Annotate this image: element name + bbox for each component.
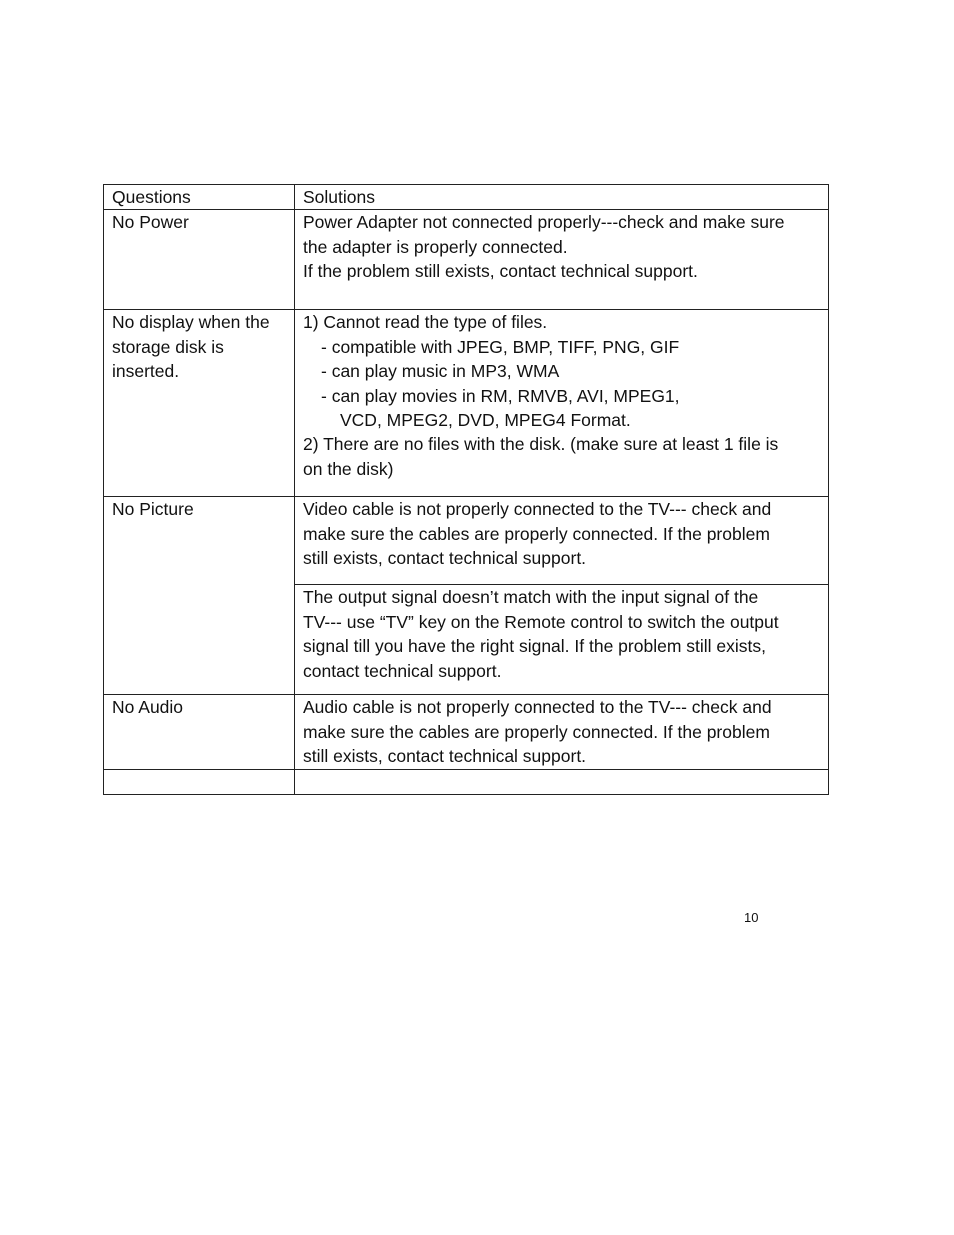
- solution-line: TV--- use “TV” key on the Remote control to switch the output: [303, 611, 779, 632]
- table-row: [104, 210, 829, 310]
- solution-line: If the problem still exists, contact technical support.: [303, 261, 698, 282]
- empty-cell: [104, 769, 295, 794]
- question-text: No display when the: [112, 312, 270, 333]
- table-header-row: [104, 185, 829, 210]
- solution-line: VCD, MPEG2, DVD, MPEG4 Format.: [340, 410, 631, 431]
- table-row: [104, 695, 829, 769]
- solution-cell: [295, 585, 829, 695]
- troubleshooting-table: [103, 184, 829, 795]
- questions-header: Questions: [104, 185, 295, 210]
- solution-line: still exists, contact technical support.: [303, 746, 587, 767]
- solution-line: on the disk): [303, 458, 394, 479]
- solution-cell: [295, 695, 829, 769]
- solution-line: Power Adapter not connected properly---check and make sure: [303, 212, 785, 233]
- question-text: No Power: [112, 212, 189, 233]
- solutions-header: Solutions: [295, 185, 829, 210]
- solution-line: the adapter is properly connected.: [303, 236, 568, 257]
- solution-cell: [295, 497, 829, 585]
- solution-line: contact technical support.: [303, 660, 502, 681]
- solution-line: make sure the cables are properly connected. If the problem: [303, 721, 770, 742]
- question-cell: [104, 497, 295, 695]
- solution-line: The output signal doesn’t match with the input signal of the: [303, 587, 759, 608]
- solution-line: - can play movies in RM, RMVB, AVI, MPEG1,: [321, 385, 680, 406]
- solution-line: still exists, contact technical support.: [303, 548, 587, 569]
- solution-line: 1) Cannot read the type of files.: [303, 312, 548, 333]
- table-row: [104, 310, 829, 497]
- empty-cell: [295, 769, 829, 794]
- solution-line: - compatible with JPEG, BMP, TIFF, PNG, GIF: [321, 336, 680, 357]
- solution-line: make sure the cables are properly connected. If the problem: [303, 523, 770, 544]
- solution-cell: [295, 210, 829, 310]
- solution-line: - can play music in MP3, WMA: [321, 361, 560, 382]
- page-number: 10: [744, 910, 759, 925]
- solution-line: signal till you have the right signal. If the problem still exists,: [303, 636, 766, 657]
- question-text: No Picture: [112, 499, 194, 520]
- question-cell: [104, 210, 295, 310]
- solution-line: Audio cable is not properly connected to the TV--- check and: [303, 697, 772, 718]
- solution-line: Video cable is not properly connected to the TV--- check and: [303, 499, 772, 520]
- question-cell: [104, 310, 295, 497]
- question-text: inserted.: [112, 361, 180, 382]
- question-cell: [104, 695, 295, 769]
- question-text: No Audio: [112, 697, 184, 718]
- table-row: [104, 497, 829, 585]
- solution-cell: [295, 310, 829, 497]
- question-text: storage disk is: [112, 336, 224, 357]
- solution-line: 2) There are no files with the disk. (make sure at least 1 file is: [303, 434, 779, 455]
- empty-table-row: [104, 769, 829, 794]
